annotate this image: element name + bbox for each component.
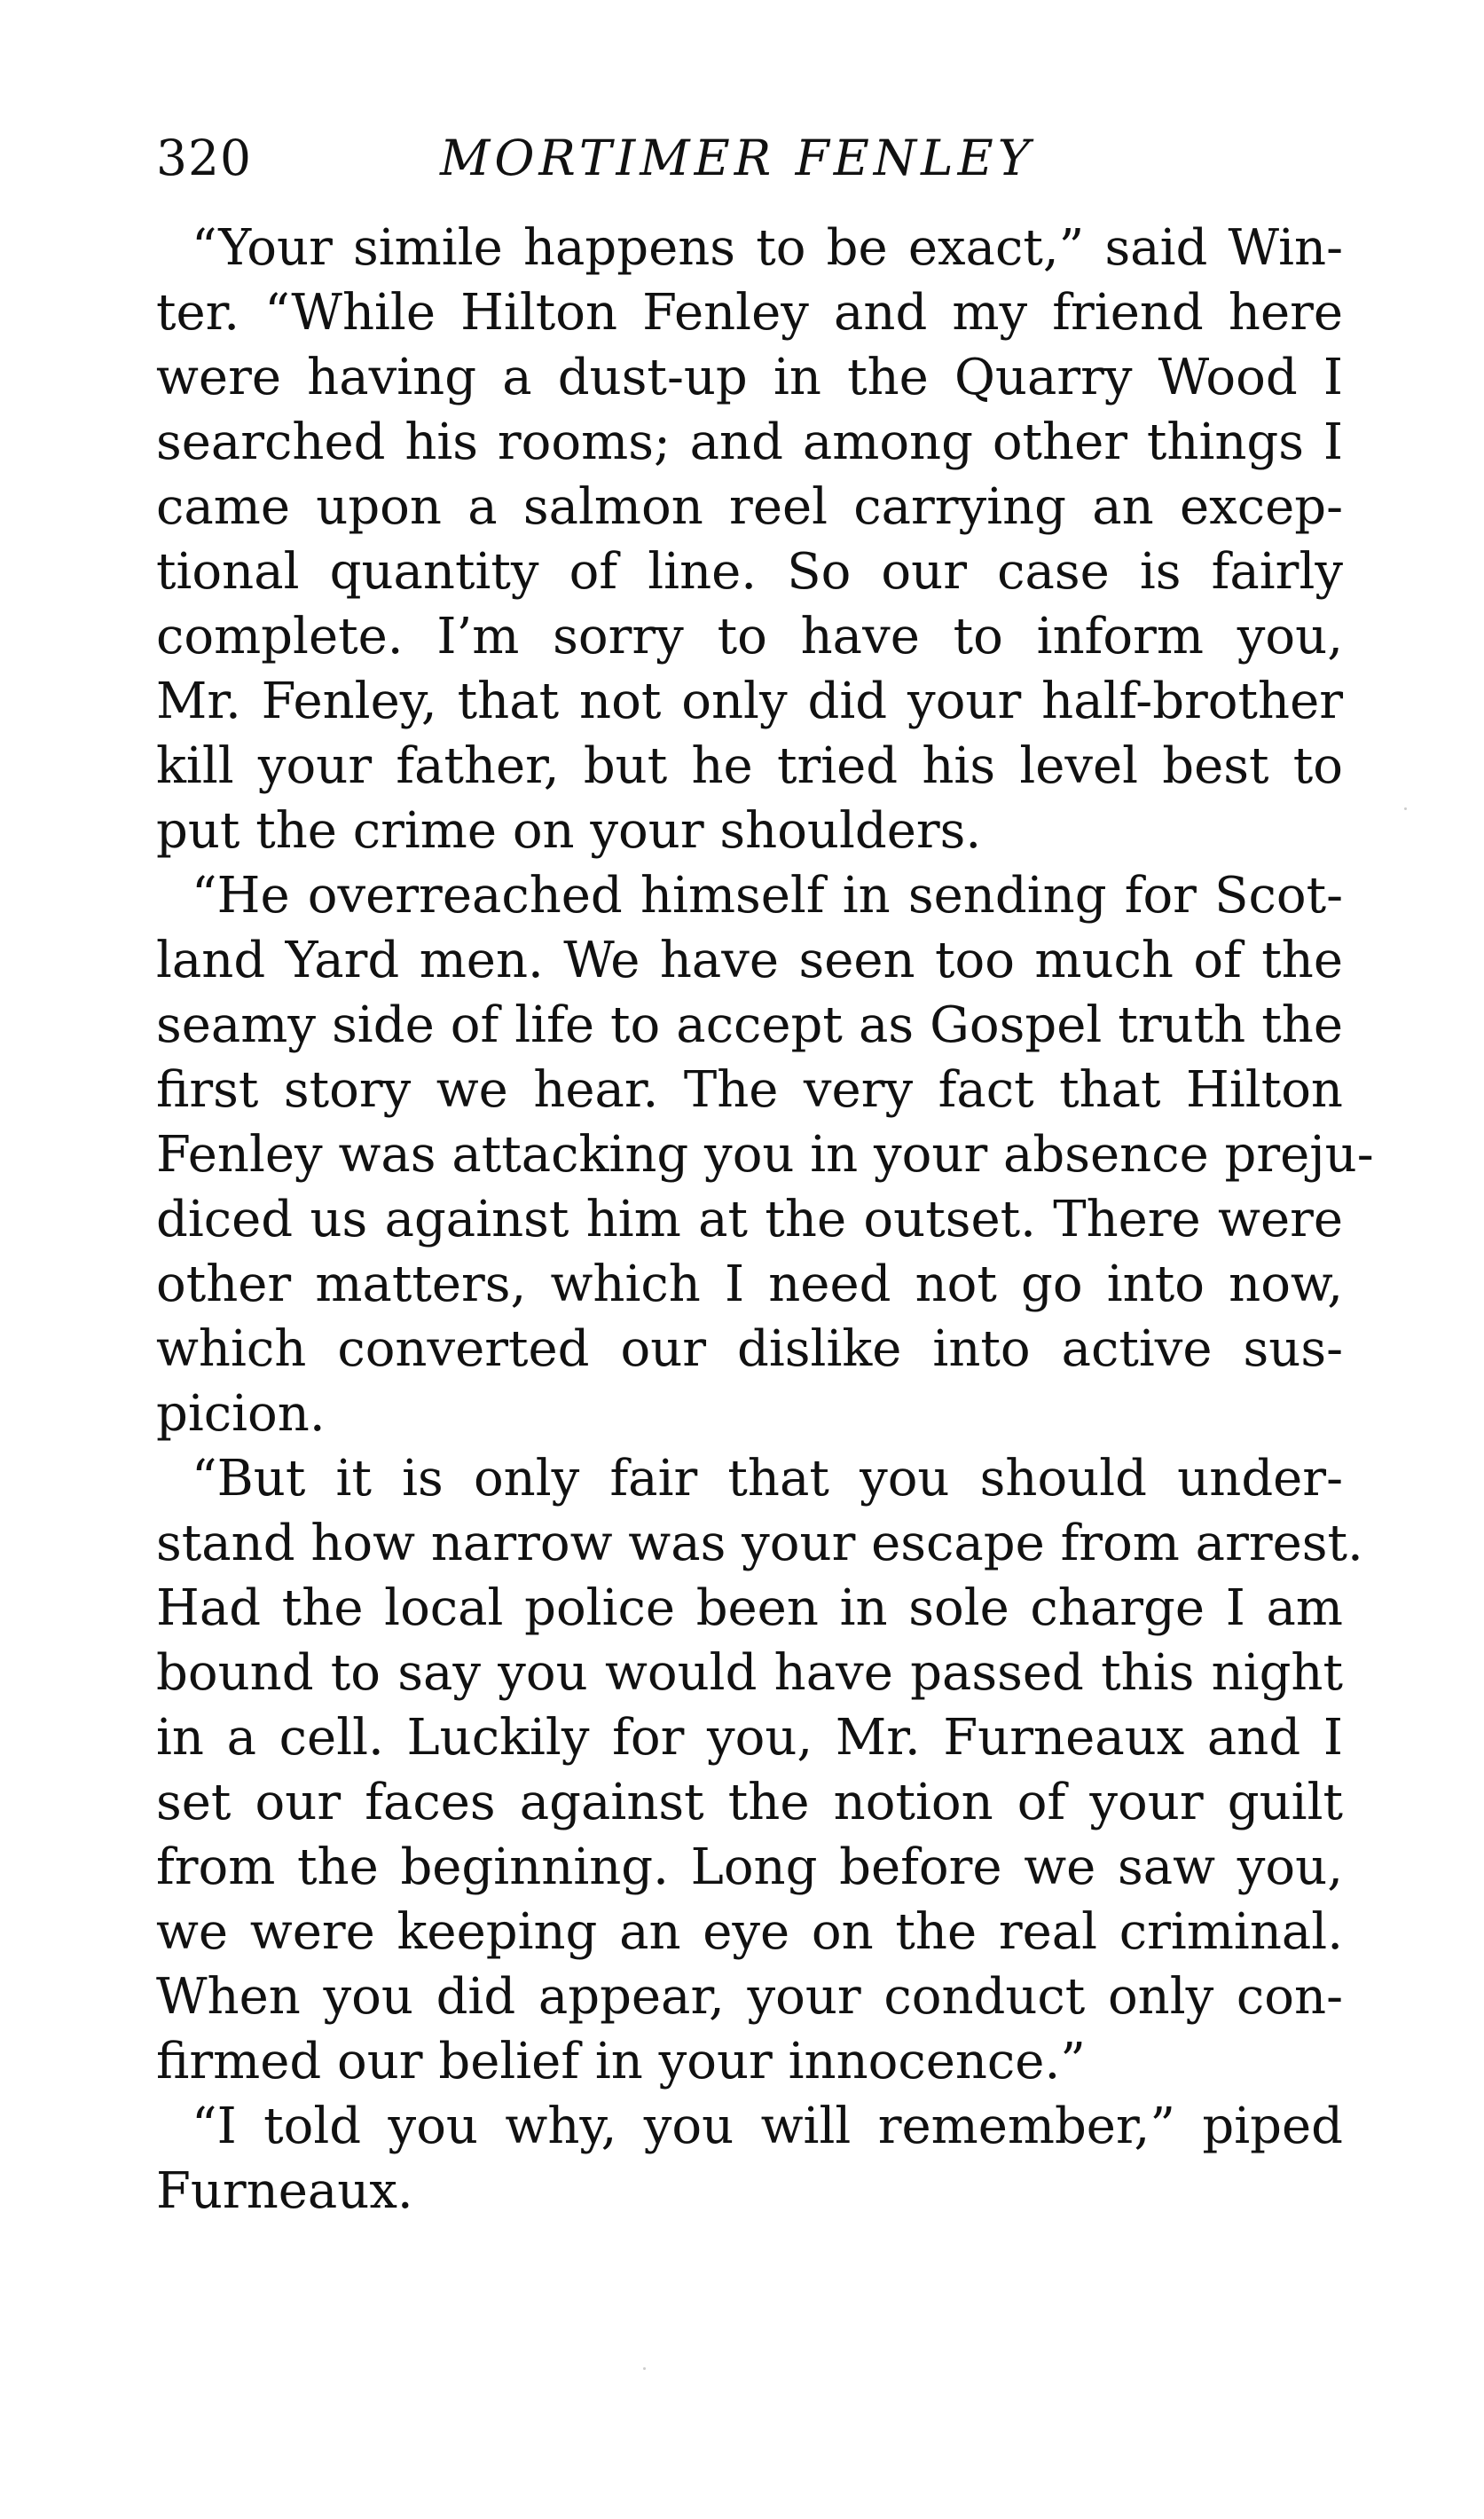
text-line: seamy side of life to accept as Gospel truth the (156, 996, 1343, 1054)
text-line: set our faces against the notion of your guilt (156, 1774, 1343, 1831)
text-line: from the beginning. Long before we saw you, (156, 1838, 1343, 1896)
text-line: Had the local police been in sole charge I am (156, 1579, 1343, 1637)
text-line: which converted our dislike into active sus- (156, 1320, 1343, 1378)
text-line: we were keeping an eye on the real criminal. (156, 1903, 1343, 1961)
running-title: MORTIMER FENLEY (440, 130, 1035, 186)
text-line: land Yard men. We have seen too much of the (156, 932, 1343, 989)
text-line: complete. I’m sorry to have to inform you, (156, 608, 1343, 665)
text-line: came upon a salmon reel carrying an excep- (156, 478, 1343, 536)
page-header (156, 122, 1345, 193)
text-line: put the crime on your shoulders. (156, 802, 982, 860)
text-line: “Your simile happens to be exact,” said Win- (192, 219, 1343, 277)
page-number: 320 (156, 130, 252, 186)
text-line: first story we hear. The very fact that Hilton (156, 1061, 1343, 1119)
text-line: other matters, which I need not go into now, (156, 1256, 1343, 1313)
text-line: ter. “While Hilton Fenley and my friend here (156, 284, 1343, 342)
text-line: stand how narrow was your escape from arrest. (156, 1515, 1363, 1572)
text-line: kill your father, but he tried his level best to (156, 737, 1343, 795)
text-line: picion. (156, 1385, 326, 1443)
text-line: “I told you why, you will remember,” piped (192, 2098, 1343, 2155)
text-line: were having a dust-up in the Quarry Wood I (156, 349, 1343, 406)
text-line: Fenley was attacking you in your absence preju- (156, 1126, 1374, 1184)
text-line: searched his rooms; and among other things I (156, 413, 1343, 471)
body-text (156, 216, 1374, 2224)
text-line: “But it is only fair that you should under- (192, 1450, 1343, 1507)
text-line: diced us against him at the outset. There were (156, 1191, 1343, 1248)
text-line: bound to say you would have passed this night (156, 1644, 1343, 1702)
paper-speck (643, 2367, 646, 2370)
text-line: “He overreached himself in sending for Scot- (192, 867, 1343, 925)
text-line: When you did appear, your conduct only con- (156, 1968, 1343, 2026)
text-line: Furneaux. (156, 2162, 413, 2220)
paper-speck (1404, 807, 1407, 810)
text-line: Mr. Fenley, that not only did your half-brother (156, 673, 1343, 730)
text-line: tional quantity of line. So our case is fairly (156, 543, 1343, 601)
text-line: in a cell. Luckily for you, Mr. Furneaux and I (156, 1709, 1343, 1767)
text-line: firmed our belief in your innocence.” (156, 2033, 1086, 2090)
